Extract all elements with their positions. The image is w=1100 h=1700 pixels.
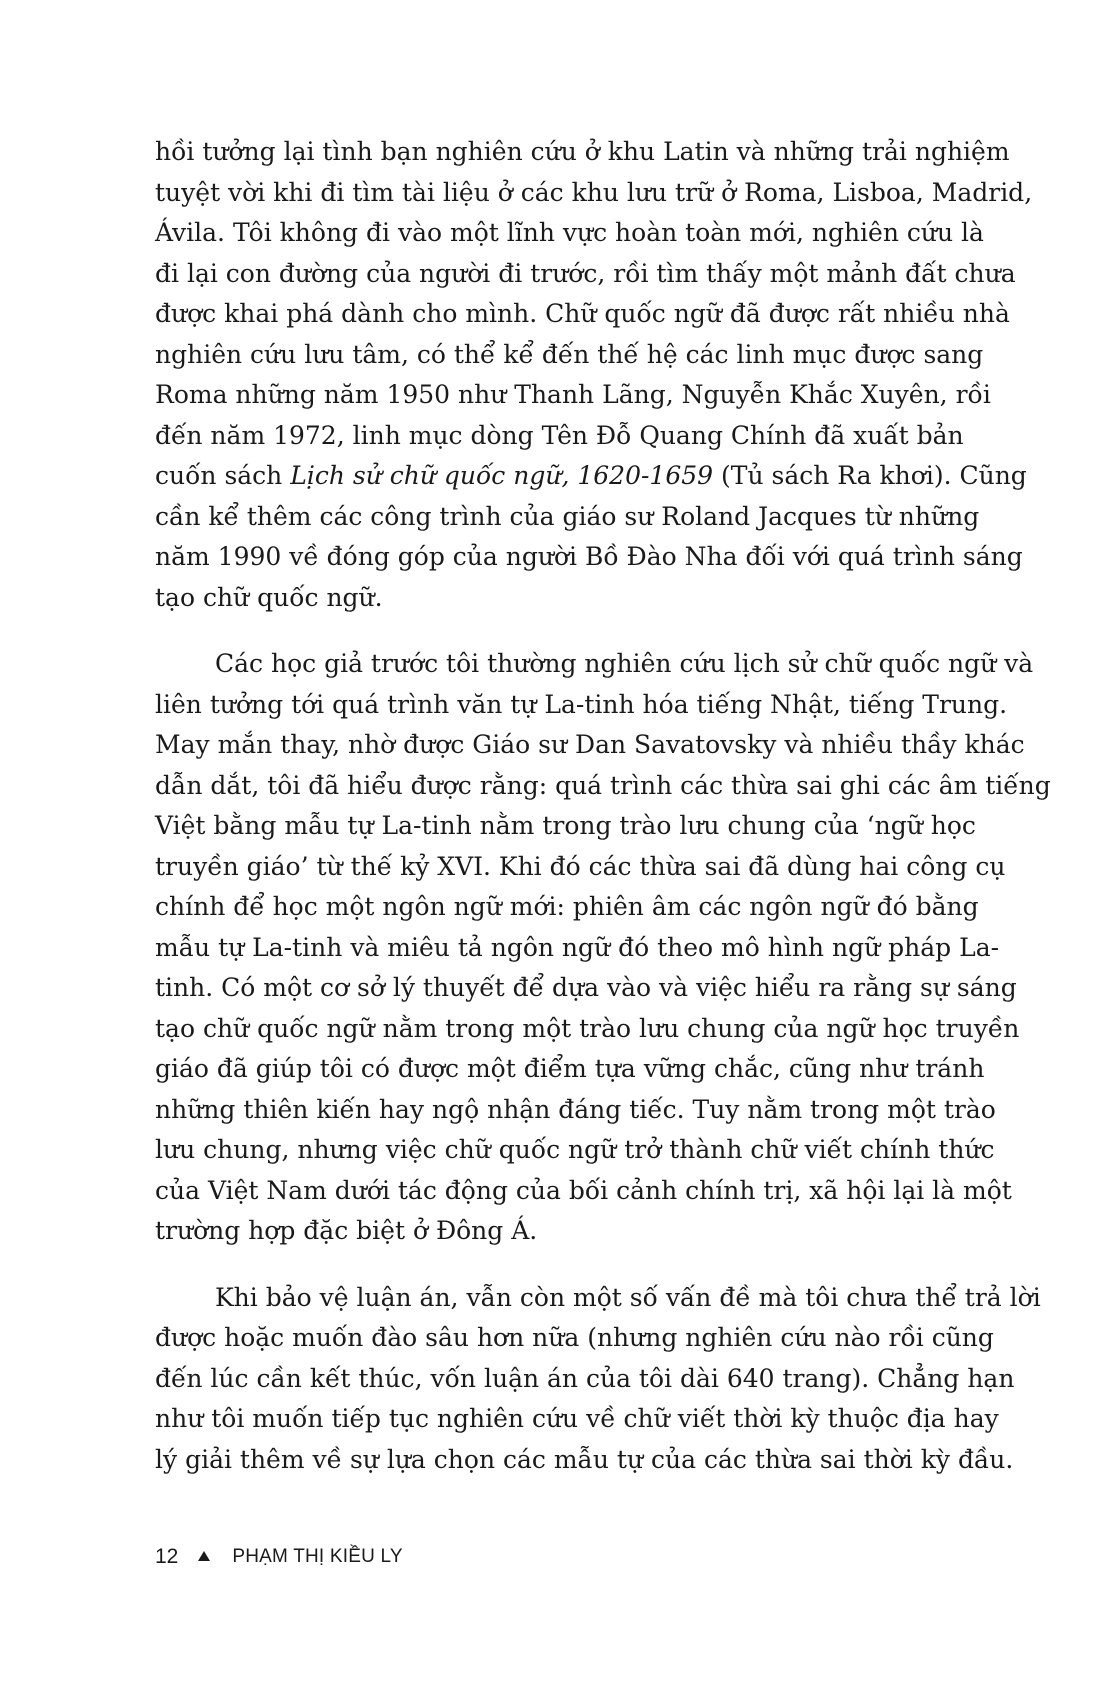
text-line: nghiên cứu lưu tâm, có thể kể đến thế hệ các linh mục được sang [155, 339, 984, 369]
text-line: dẫn dắt, tôi đã hiểu được rằng: quá trình các thừa sai ghi các âm tiếng [155, 770, 1051, 800]
text-line: năm 1990 về đóng góp của người Bồ Đào Nha đối với quá trình sáng [155, 542, 1023, 571]
paragraph-3 [155, 1278, 1041, 1481]
text-fragment: (Tủ sách Ra khơi). Cũng [713, 461, 1027, 490]
paragraph-2 [155, 644, 1051, 1252]
text-line: truyền giáo’ từ thế kỷ XVI. Khi đó các thừa sai đã dùng hai công cụ [155, 851, 1006, 881]
text-line: lưu chung, nhưng việc chữ quốc ngữ trở thành chữ viết chính thức [155, 1135, 995, 1164]
text-line: đi lại con đường của người đi trước, rồi tìm thấy một mảnh đất chưa [155, 258, 1016, 288]
text-line: giáo đã giúp tôi có được một điểm tựa vững chắc, cũng như tránh [155, 1054, 985, 1083]
book-title: Lịch sử chữ quốc ngữ, 1620-1659 [290, 461, 714, 490]
text-line: tuyệt vời khi đi tìm tài liệu ở các khu lưu trữ ở Roma, Lisboa, Madrid, [155, 177, 1033, 207]
triangle-up-icon [198, 1551, 210, 1561]
text-line: trường hợp đặc biệt ở Đông Á. [155, 1216, 538, 1245]
body-text [155, 132, 1051, 1480]
page-footer [155, 1542, 403, 1572]
text-fragment: cuốn sách [155, 461, 291, 490]
text-line: hồi tưởng lại tình bạn nghiên cứu ở khu Latin và những trải nghiệm [155, 137, 1010, 166]
text-line: chính để học một ngôn ngữ mới: phiên âm các ngôn ngữ đó bằng [155, 892, 979, 921]
text-line: tạo chữ quốc ngữ nằm trong một trào lưu chung của ngữ học truyền [155, 1013, 1020, 1043]
text-line: liên tưởng tới quá trình văn tự La-tinh hóa tiếng Nhật, tiếng Trung. [155, 689, 1008, 719]
text-line: Roma những năm 1950 như Thanh Lãng, Nguyễn Khắc Xuyên, rồi [155, 380, 991, 409]
text-line: của Việt Nam dưới tác động của bối cảnh chính trị, xã hội lại là một [155, 1175, 1012, 1205]
text-line-with-book-title [155, 456, 1027, 497]
text-line: lý giải thêm về sự lựa chọn các mẫu tự của các thừa sai thời kỳ đầu. [155, 1444, 1014, 1474]
text-line: Các học giả trước tôi thường nghiên cứu lịch sử chữ quốc ngữ và [215, 649, 1034, 678]
text-line: tạo chữ quốc ngữ. [155, 582, 383, 612]
text-line: những thiên kiến hay ngộ nhận đáng tiếc. Tuy nằm trong một trào [155, 1094, 996, 1124]
text-line: Việt bằng mẫu tự La-tinh nằm trong trào lưu chung của ‘ngữ học [155, 811, 976, 840]
text-line: Ávila. Tôi không đi vào một lĩnh vực hoàn toàn mới, nghiên cứu là [155, 218, 984, 247]
text-line: được khai phá dành cho mình. Chữ quốc ngữ đã được rất nhiều nhà [155, 299, 1010, 328]
text-line: May mắn thay, nhờ được Giáo sư Dan Savatovsky và nhiều thầy khác [155, 730, 1025, 759]
text-line: tinh. Có một cơ sở lý thuyết để dựa vào và việc hiểu ra rằng sự sáng [155, 973, 1017, 1002]
text-line: như tôi muốn tiếp tục nghiên cứu về chữ viết thời kỳ thuộc địa hay [155, 1404, 999, 1433]
text-line: cần kể thêm các công trình của giáo sư Roland Jacques từ những [155, 501, 980, 531]
text-line: đến năm 1972, linh mục dòng Tên Đỗ Quang Chính đã xuất bản [155, 420, 964, 450]
text-line: Khi bảo vệ luận án, vẫn còn một số vấn đề mà tôi chưa thể trả lời [215, 1282, 1041, 1312]
text-line: được hoặc muốn đào sâu hơn nữa (nhưng nghiên cứu nào rồi cũng [155, 1323, 994, 1352]
running-head: PHẠM THỊ KIỀU LY [232, 1546, 403, 1567]
paragraph-1 [155, 132, 1033, 618]
text-line: đến lúc cần kết thúc, vốn luận án của tôi dài 640 trang). Chẳng hạn [155, 1363, 1015, 1393]
text-line: mẫu tự La-tinh và miêu tả ngôn ngữ đó theo mô hình ngữ pháp La- [155, 932, 1000, 962]
page-number: 12 [155, 1545, 179, 1568]
